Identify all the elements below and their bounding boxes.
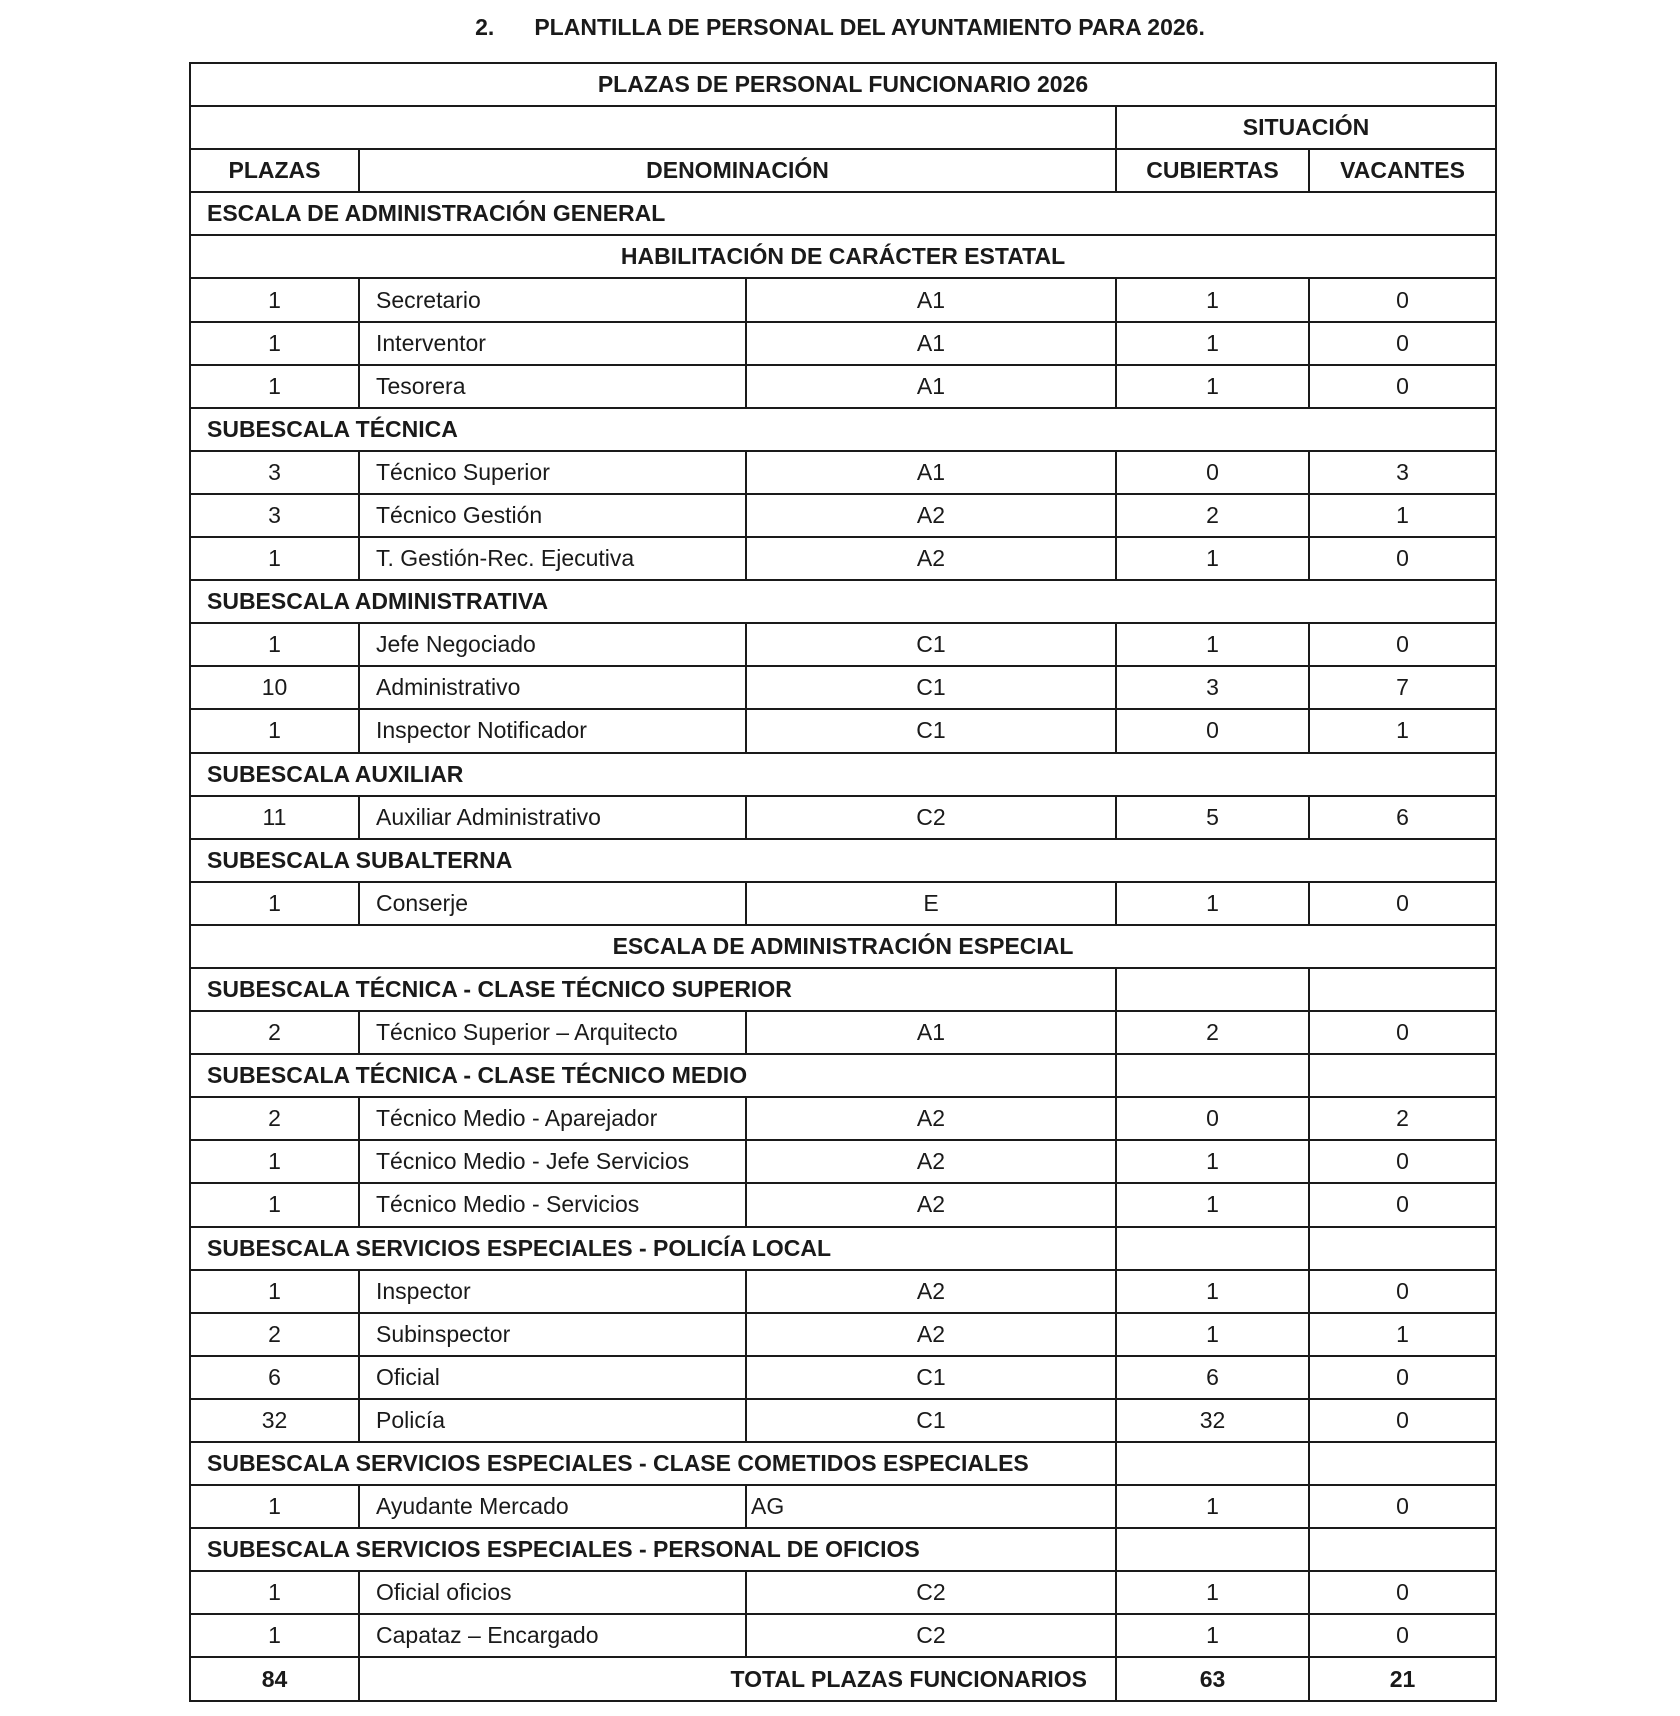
header-cubiertas: CUBIERTAS <box>1116 149 1309 192</box>
cell-vacantes: 1 <box>1309 709 1496 752</box>
cell-vacantes: 0 <box>1309 365 1496 408</box>
total-plazas: 84 <box>190 1657 359 1700</box>
cell-grupo: A2 <box>746 1270 1116 1313</box>
plantilla-table <box>189 62 1497 1702</box>
section-row <box>190 580 1496 623</box>
cell-grupo: A2 <box>746 1313 1116 1356</box>
cell-plazas: 1 <box>190 365 359 408</box>
cell-denominacion: Técnico Medio - Servicios <box>359 1183 746 1226</box>
cell-cubiertas: 32 <box>1116 1399 1309 1442</box>
section-label: SUBESCALA TÉCNICA <box>190 408 1496 451</box>
cell-cubiertas: 1 <box>1116 1140 1309 1183</box>
cell-denominacion: T. Gestión-Rec. Ejecutiva <box>359 537 746 580</box>
cell-cubiertas: 5 <box>1116 796 1309 839</box>
table-row <box>190 1270 1496 1313</box>
cell-plazas: 1 <box>190 1270 359 1313</box>
section-label: ESCALA DE ADMINISTRACIÓN ESPECIAL <box>190 925 1496 968</box>
table-row <box>190 1614 1496 1657</box>
cell-vacantes: 7 <box>1309 666 1496 709</box>
cell-cubiertas: 1 <box>1116 537 1309 580</box>
cell-denominacion: Jefe Negociado <box>359 623 746 666</box>
cell-grupo: A1 <box>746 451 1116 494</box>
cell-denominacion: Técnico Gestión <box>359 494 746 537</box>
table-row <box>190 278 1496 321</box>
cell-grupo: C1 <box>746 1399 1116 1442</box>
cell-vacantes: 1 <box>1309 1313 1496 1356</box>
cell-vacantes: 3 <box>1309 451 1496 494</box>
section-label: SUBESCALA AUXILIAR <box>190 753 1496 796</box>
cell-plazas: 1 <box>190 1571 359 1614</box>
empty-cell <box>1116 1227 1309 1270</box>
cell-grupo: A2 <box>746 494 1116 537</box>
header-denominacion: DENOMINACIÓN <box>359 149 1116 192</box>
cell-vacantes: 0 <box>1309 1614 1496 1657</box>
table-row <box>190 1097 1496 1140</box>
cell-cubiertas: 1 <box>1116 322 1309 365</box>
section-label: SUBESCALA TÉCNICA - CLASE TÉCNICO MEDIO <box>190 1054 1116 1097</box>
cell-grupo: AG <box>746 1485 1116 1528</box>
section-title <box>0 14 1680 41</box>
empty-cell <box>190 106 1116 149</box>
cell-plazas: 1 <box>190 278 359 321</box>
cell-cubiertas: 1 <box>1116 278 1309 321</box>
cell-grupo: C1 <box>746 709 1116 752</box>
cell-vacantes: 0 <box>1309 1183 1496 1226</box>
cell-denominacion: Administrativo <box>359 666 746 709</box>
cell-cubiertas: 1 <box>1116 882 1309 925</box>
table-row <box>190 623 1496 666</box>
cell-denominacion: Oficial oficios <box>359 1571 746 1614</box>
table-row <box>190 322 1496 365</box>
cell-plazas: 1 <box>190 1183 359 1226</box>
cell-vacantes: 0 <box>1309 1011 1496 1054</box>
table-row <box>190 1140 1496 1183</box>
cell-vacantes: 0 <box>1309 1485 1496 1528</box>
cell-denominacion: Policía <box>359 1399 746 1442</box>
cell-denominacion: Conserje <box>359 882 746 925</box>
cell-vacantes: 0 <box>1309 1399 1496 1442</box>
cell-cubiertas: 6 <box>1116 1356 1309 1399</box>
cell-cubiertas: 1 <box>1116 1614 1309 1657</box>
cell-cubiertas: 2 <box>1116 494 1309 537</box>
cell-grupo: E <box>746 882 1116 925</box>
section-row <box>190 753 1496 796</box>
cell-cubiertas: 3 <box>1116 666 1309 709</box>
section-label: SUBESCALA SERVICIOS ESPECIALES - PERSONAL DE OFICIOS <box>190 1528 1116 1571</box>
section-number: 2. <box>475 14 495 40</box>
cell-vacantes: 6 <box>1309 796 1496 839</box>
cell-grupo: A2 <box>746 1140 1116 1183</box>
cell-denominacion: Ayudante Mercado <box>359 1485 746 1528</box>
cell-cubiertas: 1 <box>1116 623 1309 666</box>
empty-cell <box>1309 1442 1496 1485</box>
cell-plazas: 10 <box>190 666 359 709</box>
cell-denominacion: Tesorera <box>359 365 746 408</box>
cell-grupo: C2 <box>746 796 1116 839</box>
section-row <box>190 408 1496 451</box>
table-row <box>190 1356 1496 1399</box>
cell-denominacion: Inspector <box>359 1270 746 1313</box>
table-row <box>190 1011 1496 1054</box>
cell-cubiertas: 0 <box>1116 451 1309 494</box>
empty-cell <box>1116 1528 1309 1571</box>
cell-grupo: A2 <box>746 1183 1116 1226</box>
empty-cell <box>1309 1054 1496 1097</box>
empty-cell <box>1309 1227 1496 1270</box>
total-vacantes: 21 <box>1309 1657 1496 1700</box>
empty-cell <box>1309 1528 1496 1571</box>
cell-plazas: 2 <box>190 1313 359 1356</box>
cell-denominacion: Capataz – Encargado <box>359 1614 746 1657</box>
table-row <box>190 451 1496 494</box>
cell-vacantes: 0 <box>1309 322 1496 365</box>
section-label: ESCALA DE ADMINISTRACIÓN GENERAL <box>190 192 1496 235</box>
table-row <box>190 494 1496 537</box>
cell-grupo: A1 <box>746 1011 1116 1054</box>
table-row <box>190 365 1496 408</box>
section-row <box>190 192 1496 235</box>
cell-vacantes: 0 <box>1309 537 1496 580</box>
cell-grupo: A2 <box>746 537 1116 580</box>
header-vacantes: VACANTES <box>1309 149 1496 192</box>
cell-cubiertas: 0 <box>1116 709 1309 752</box>
total-cubiertas: 63 <box>1116 1657 1309 1700</box>
cell-denominacion: Subinspector <box>359 1313 746 1356</box>
table-title-row <box>190 63 1496 106</box>
cell-cubiertas: 0 <box>1116 1097 1309 1140</box>
cell-plazas: 1 <box>190 1140 359 1183</box>
cell-vacantes: 1 <box>1309 494 1496 537</box>
cell-grupo: A1 <box>746 365 1116 408</box>
table-row <box>190 1485 1496 1528</box>
cell-cubiertas: 1 <box>1116 1270 1309 1313</box>
cell-cubiertas: 1 <box>1116 365 1309 408</box>
cell-plazas: 11 <box>190 796 359 839</box>
cell-vacantes: 0 <box>1309 1571 1496 1614</box>
cell-denominacion: Inspector Notificador <box>359 709 746 752</box>
cell-grupo: C1 <box>746 623 1116 666</box>
cell-plazas: 1 <box>190 709 359 752</box>
section-row <box>190 1442 1496 1485</box>
table-row <box>190 666 1496 709</box>
section-label: SUBESCALA ADMINISTRATIVA <box>190 580 1496 623</box>
cell-cubiertas: 1 <box>1116 1313 1309 1356</box>
cell-vacantes: 2 <box>1309 1097 1496 1140</box>
cell-grupo: A1 <box>746 278 1116 321</box>
section-title-text: PLANTILLA DE PERSONAL DEL AYUNTAMIENTO PARA 2026. <box>534 14 1205 40</box>
empty-cell <box>1116 1442 1309 1485</box>
cell-plazas: 2 <box>190 1097 359 1140</box>
empty-cell <box>1116 1054 1309 1097</box>
cell-grupo: A1 <box>746 322 1116 365</box>
section-row <box>190 839 1496 882</box>
cell-denominacion: Técnico Medio - Aparejador <box>359 1097 746 1140</box>
cell-plazas: 1 <box>190 1485 359 1528</box>
empty-cell <box>1309 968 1496 1011</box>
section-label: SUBESCALA SERVICIOS ESPECIALES - POLICÍA LOCAL <box>190 1227 1116 1270</box>
cell-plazas: 1 <box>190 882 359 925</box>
cell-vacantes: 0 <box>1309 278 1496 321</box>
header-plazas: PLAZAS <box>190 149 359 192</box>
cell-plazas: 3 <box>190 451 359 494</box>
cell-grupo: C2 <box>746 1614 1116 1657</box>
cell-plazas: 6 <box>190 1356 359 1399</box>
section-label: SUBESCALA TÉCNICA - CLASE TÉCNICO SUPERIOR <box>190 968 1116 1011</box>
cell-vacantes: 0 <box>1309 623 1496 666</box>
cell-denominacion: Técnico Superior <box>359 451 746 494</box>
table-title: PLAZAS DE PERSONAL FUNCIONARIO 2026 <box>190 63 1496 106</box>
section-label: HABILITACIÓN DE CARÁCTER ESTATAL <box>190 235 1496 278</box>
cell-grupo: A2 <box>746 1097 1116 1140</box>
section-row <box>190 968 1496 1011</box>
total-label: TOTAL PLAZAS FUNCIONARIOS <box>359 1657 1116 1700</box>
table-row <box>190 1183 1496 1226</box>
cell-plazas: 1 <box>190 1614 359 1657</box>
cell-cubiertas: 2 <box>1116 1011 1309 1054</box>
table-row <box>190 709 1496 752</box>
table-row <box>190 1571 1496 1614</box>
cell-vacantes: 0 <box>1309 882 1496 925</box>
section-row <box>190 925 1496 968</box>
cell-plazas: 1 <box>190 623 359 666</box>
cell-plazas: 3 <box>190 494 359 537</box>
table-row <box>190 1313 1496 1356</box>
cell-plazas: 32 <box>190 1399 359 1442</box>
section-label: SUBESCALA SUBALTERNA <box>190 839 1496 882</box>
cell-plazas: 1 <box>190 322 359 365</box>
cell-grupo: C2 <box>746 1571 1116 1614</box>
cell-grupo: C1 <box>746 666 1116 709</box>
cell-vacantes: 0 <box>1309 1270 1496 1313</box>
header-row <box>190 149 1496 192</box>
cell-plazas: 1 <box>190 537 359 580</box>
cell-denominacion: Secretario <box>359 278 746 321</box>
cell-cubiertas: 1 <box>1116 1183 1309 1226</box>
cell-denominacion: Técnico Medio - Jefe Servicios <box>359 1140 746 1183</box>
cell-denominacion: Oficial <box>359 1356 746 1399</box>
empty-cell <box>1116 968 1309 1011</box>
section-label: SUBESCALA SERVICIOS ESPECIALES - CLASE COMETIDOS ESPECIALES <box>190 1442 1116 1485</box>
section-row <box>190 1528 1496 1571</box>
table-row <box>190 537 1496 580</box>
cell-denominacion: Auxiliar Administrativo <box>359 796 746 839</box>
total-row <box>190 1657 1496 1700</box>
situacion-row <box>190 106 1496 149</box>
section-row <box>190 235 1496 278</box>
table-row <box>190 1399 1496 1442</box>
section-row <box>190 1054 1496 1097</box>
cell-vacantes: 0 <box>1309 1356 1496 1399</box>
table-row <box>190 796 1496 839</box>
cell-denominacion: Interventor <box>359 322 746 365</box>
section-row <box>190 1227 1496 1270</box>
cell-cubiertas: 1 <box>1116 1571 1309 1614</box>
cell-grupo: C1 <box>746 1356 1116 1399</box>
cell-plazas: 2 <box>190 1011 359 1054</box>
cell-cubiertas: 1 <box>1116 1485 1309 1528</box>
situacion-header: SITUACIÓN <box>1116 106 1496 149</box>
table-row <box>190 882 1496 925</box>
cell-vacantes: 0 <box>1309 1140 1496 1183</box>
cell-denominacion: Técnico Superior – Arquitecto <box>359 1011 746 1054</box>
